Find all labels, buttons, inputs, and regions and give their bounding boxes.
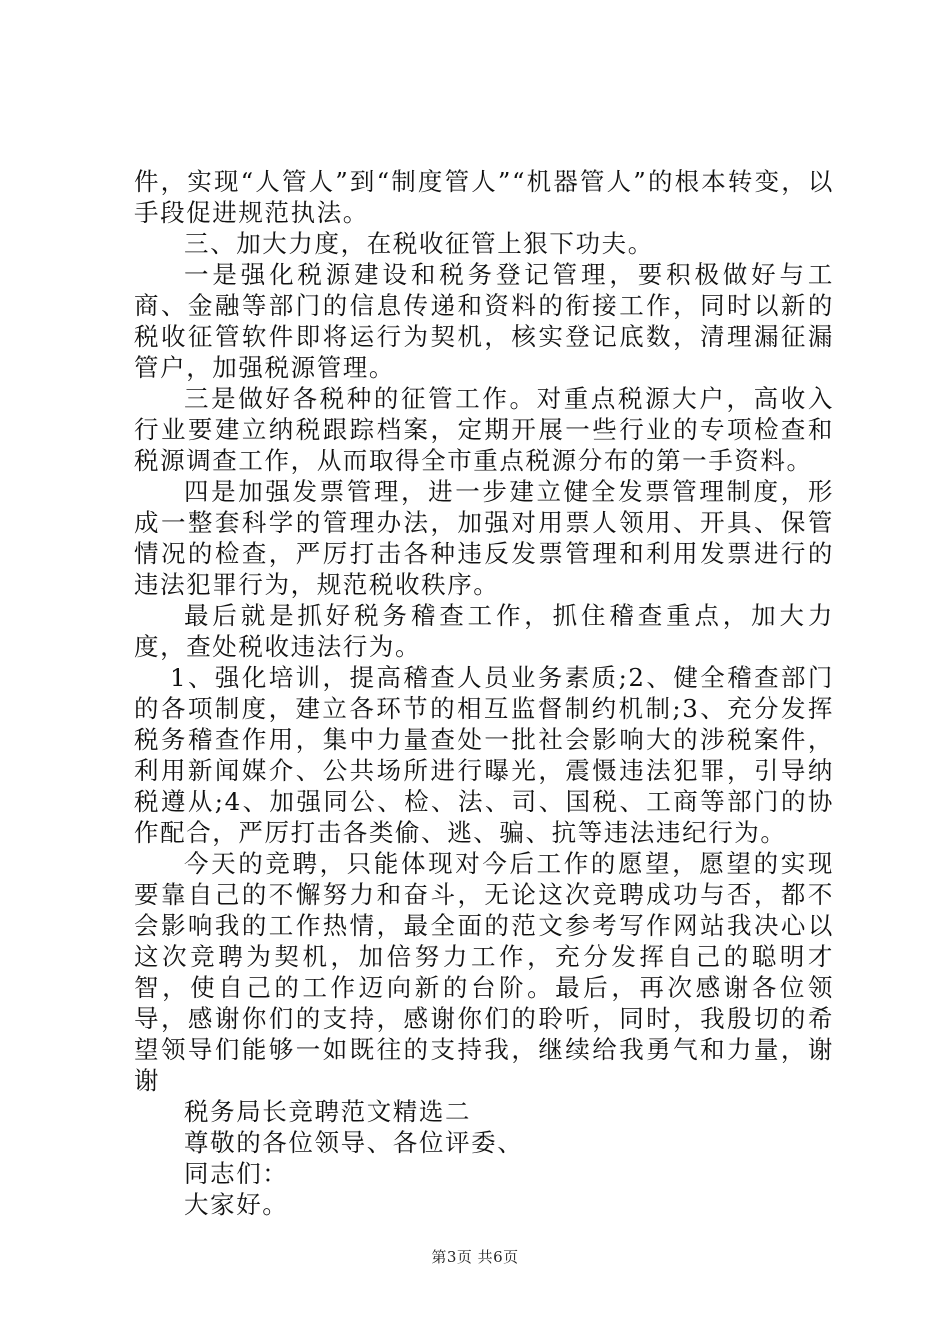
paragraph-salutation: 尊敬的各位领导、各位评委、 (184, 1128, 524, 1157)
paragraph-greeting: 大家好。 (184, 1190, 289, 1219)
paragraph-second-sample-title: 税务局长竞聘范文精选二 (184, 1097, 472, 1126)
paragraph-point-four: 四是加强发票管理，进一步建立健全发票管理制度，形成一整套科学的管理办法，加强对用票人领用、开具、保管情况的检查，严厉打击各种违反发票管理和利用发票进行的违法犯罪行为，规范税收秩序。 (134, 477, 834, 599)
page-footer: 第3页 共6页 (431, 1248, 519, 1266)
paragraph-numbered-list: 1、强化培训，提高稽查人员业务素质;2、健全稽查部门的各项制度，建立各环节的相互监督制约机制;3、充分发挥税务稽查作用，集中力量查处一批社会影响大的涉税案件，利用新闻媒介、公共场所进行曝光，震慑违法犯罪，引导纳税遵从;4、加强同公、检、法、司、国税、工商等部门的协作配合，严厉打击各类偷、逃、骗、抗等违法违纪行为。 (134, 663, 834, 847)
paragraph-point-three: 三是做好各税种的征管工作。对重点税源大户，高收入行业要建立纳税跟踪档案，定期开展一些行业的专项检查和税源调查工作，从而取得全市重点税源分布的第一手资料。 (134, 384, 834, 475)
paragraph-continuation: 件，实现“人管人”到“制度管人”“机器管人”的根本转变，以手段促进规范执法。 (134, 167, 834, 227)
document-body (134, 166, 834, 1220)
paragraph-section-three-heading: 三、加大力度，在税收征管上狠下功夫。 (184, 229, 654, 258)
paragraph-point-one: 一是强化税源建设和税务登记管理，要积极做好与工商、金融等部门的信息传递和资料的衔接工作，同时以新的税收征管软件即将运行为契机，核实登记底数，清理漏征漏管户，加强税源管理。 (134, 260, 834, 382)
paragraph-finally: 最后就是抓好税务稽查工作，抓住稽查重点，加大力度，查处税收违法行为。 (134, 601, 834, 661)
paragraph-closing: 今天的竞聘，只能体现对今后工作的愿望，愿望的实现要靠自己的不懈努力和奋斗，无论这次竞聘成功与否，都不会影响我的工作热情，最全面的范文参考写作网站我决心以这次竞聘为契机，加倍努力工作，充分发挥自己的聪明才智，使自己的工作迈向新的台阶。最后，再次感谢各位领导，感谢你们的支持，感谢你们的聆听，同时，我殷切的希望领导们能够一如既往的支持我，继续给我勇气和力量，谢谢 (134, 849, 834, 1095)
paragraph-comrades: 同志们： (184, 1159, 289, 1188)
